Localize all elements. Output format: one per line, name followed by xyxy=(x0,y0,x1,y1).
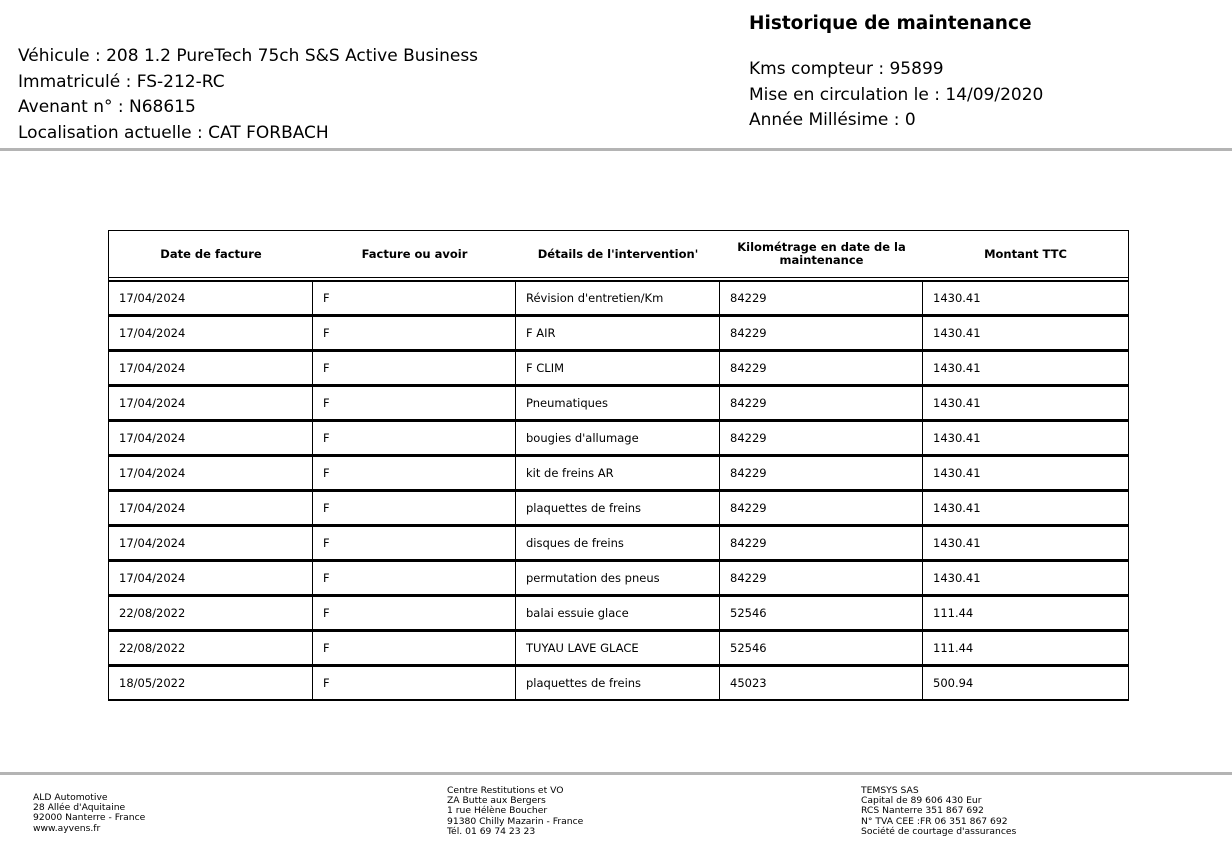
cell-details: plaquettes de freins xyxy=(516,665,720,700)
cell-type: F xyxy=(313,490,516,525)
vehicle-model: Véhicule : 208 1.2 PureTech 75ch S&S Active Business xyxy=(18,46,479,66)
footer-line: ZA Butte aux Bergers xyxy=(447,795,546,807)
footer-legal-info xyxy=(861,786,1016,837)
cell-type: F xyxy=(313,560,516,595)
cell-mileage: 84229 xyxy=(720,350,923,385)
column-header-amount: Montant TTC xyxy=(923,231,1128,281)
cell-details: kit de freins AR xyxy=(516,455,720,490)
cell-mileage: 84229 xyxy=(720,560,923,595)
vehicle-info xyxy=(18,44,478,146)
column-header-details: Détails de l'intervention' xyxy=(516,231,720,281)
cell-date: 17/04/2024 xyxy=(109,490,313,525)
first-registration-date: Mise en circulation le : 14/09/2020 xyxy=(749,84,1044,105)
table-row xyxy=(109,281,1128,315)
cell-amount: 1430.41 xyxy=(923,350,1128,385)
cell-amount: 1430.41 xyxy=(923,525,1128,560)
cell-amount: 1430.41 xyxy=(923,385,1128,420)
cell-mileage: 84229 xyxy=(720,455,923,490)
footer-line: TEMSYS SAS xyxy=(861,785,919,796)
cell-mileage: 84229 xyxy=(720,490,923,525)
cell-date: 17/04/2024 xyxy=(109,455,313,490)
table-row xyxy=(109,560,1128,595)
cell-details: balai essuie glace xyxy=(516,595,720,630)
footer-line: N° TVA CEE :FR 06 351 867 692 xyxy=(861,815,1008,827)
cell-amount: 111.44 xyxy=(923,595,1128,630)
footer-line: Centre Restitutions et VO xyxy=(447,785,564,796)
cell-type: F xyxy=(313,420,516,455)
cell-date: 17/04/2024 xyxy=(109,385,313,420)
cell-details: F CLIM xyxy=(516,350,720,385)
table-row xyxy=(109,630,1128,665)
cell-details: bougies d'allumage xyxy=(516,420,720,455)
table-row xyxy=(109,385,1128,420)
cell-date: 17/04/2024 xyxy=(109,315,313,350)
footer-line: 1 rue Hélène Boucher xyxy=(447,805,548,817)
cell-details: permutation des pneus xyxy=(516,560,720,595)
footer-line: RCS Nanterre 351 867 692 xyxy=(861,805,984,817)
vehicle-amendment: Avenant n° : N68615 xyxy=(18,97,196,117)
cell-date: 22/08/2022 xyxy=(109,630,313,665)
cell-mileage: 84229 xyxy=(720,281,923,315)
cell-type: F xyxy=(313,385,516,420)
vehicle-registration: Immatriculé : FS-212-RC xyxy=(18,71,225,92)
footer-line: 91380 Chilly Mazarin - France xyxy=(447,815,584,827)
footer-divider xyxy=(0,772,1232,775)
cell-details: disques de freins xyxy=(516,525,720,560)
cell-details: TUYAU LAVE GLACE xyxy=(516,630,720,665)
maintenance-table xyxy=(108,230,1129,701)
table-row xyxy=(109,525,1128,560)
page-title: Historique de maintenance xyxy=(749,13,1032,34)
cell-amount: 500.94 xyxy=(923,665,1128,700)
cell-mileage: 84229 xyxy=(720,385,923,420)
table-row xyxy=(109,595,1128,630)
cell-mileage: 52546 xyxy=(720,595,923,630)
cell-date: 18/05/2022 xyxy=(109,665,313,700)
cell-date: 22/08/2022 xyxy=(109,595,313,630)
table-row xyxy=(109,490,1128,525)
history-info xyxy=(749,57,1043,134)
table-row xyxy=(109,315,1128,350)
cell-type: F xyxy=(313,281,516,315)
cell-date: 17/04/2024 xyxy=(109,350,313,385)
cell-amount: 1430.41 xyxy=(923,281,1128,315)
cell-details: Pneumatiques xyxy=(516,385,720,420)
cell-date: 17/04/2024 xyxy=(109,525,313,560)
footer-line: 92000 Nanterre - France xyxy=(33,812,146,824)
footer-restitution-center xyxy=(447,786,583,837)
table-row xyxy=(109,455,1128,490)
cell-amount: 1430.41 xyxy=(923,490,1128,525)
model-year: Année Millésime : 0 xyxy=(749,110,916,130)
cell-date: 17/04/2024 xyxy=(109,281,313,315)
footer-line: ALD Automotive xyxy=(33,792,108,803)
footer-company-address xyxy=(33,793,145,834)
cell-mileage: 84229 xyxy=(720,420,923,455)
cell-type: F xyxy=(313,455,516,490)
cell-type: F xyxy=(313,315,516,350)
table-row xyxy=(109,665,1128,700)
cell-amount: 1430.41 xyxy=(923,315,1128,350)
vehicle-location: Localisation actuelle : CAT FORBACH xyxy=(18,122,329,143)
cell-amount: 1430.41 xyxy=(923,420,1128,455)
odometer: Kms compteur : 95899 xyxy=(749,59,944,79)
cell-amount: 111.44 xyxy=(923,630,1128,665)
footer-line: Société de courtage d'assurances xyxy=(861,825,1017,837)
column-header-date: Date de facture xyxy=(109,231,313,281)
cell-mileage: 84229 xyxy=(720,525,923,560)
table-row xyxy=(109,350,1128,385)
cell-date: 17/04/2024 xyxy=(109,560,313,595)
header-divider xyxy=(0,148,1232,151)
cell-amount: 1430.41 xyxy=(923,455,1128,490)
footer-line: 28 Allée d'Aquitaine xyxy=(33,802,126,814)
footer-line: Capital de 89 606 430 Eur xyxy=(861,795,982,807)
column-header-type: Facture ou avoir xyxy=(313,231,516,281)
cell-mileage: 52546 xyxy=(720,630,923,665)
cell-mileage: 45023 xyxy=(720,665,923,700)
cell-details: Révision d'entretien/Km xyxy=(516,281,720,315)
cell-type: F xyxy=(313,665,516,700)
cell-details: F AIR xyxy=(516,315,720,350)
cell-details: plaquettes de freins xyxy=(516,490,720,525)
cell-type: F xyxy=(313,630,516,665)
table-header-row xyxy=(109,231,1128,281)
cell-date: 17/04/2024 xyxy=(109,420,313,455)
cell-type: F xyxy=(313,595,516,630)
cell-type: F xyxy=(313,525,516,560)
table-row xyxy=(109,420,1128,455)
cell-mileage: 84229 xyxy=(720,315,923,350)
footer-phone: Tél. 01 69 74 23 23 xyxy=(447,825,536,837)
cell-type: F xyxy=(313,350,516,385)
footer-website-link[interactable]: www.ayvens.fr xyxy=(33,822,101,834)
column-header-mileage: Kilométrage en date de la maintenance xyxy=(720,231,923,281)
cell-amount: 1430.41 xyxy=(923,560,1128,595)
